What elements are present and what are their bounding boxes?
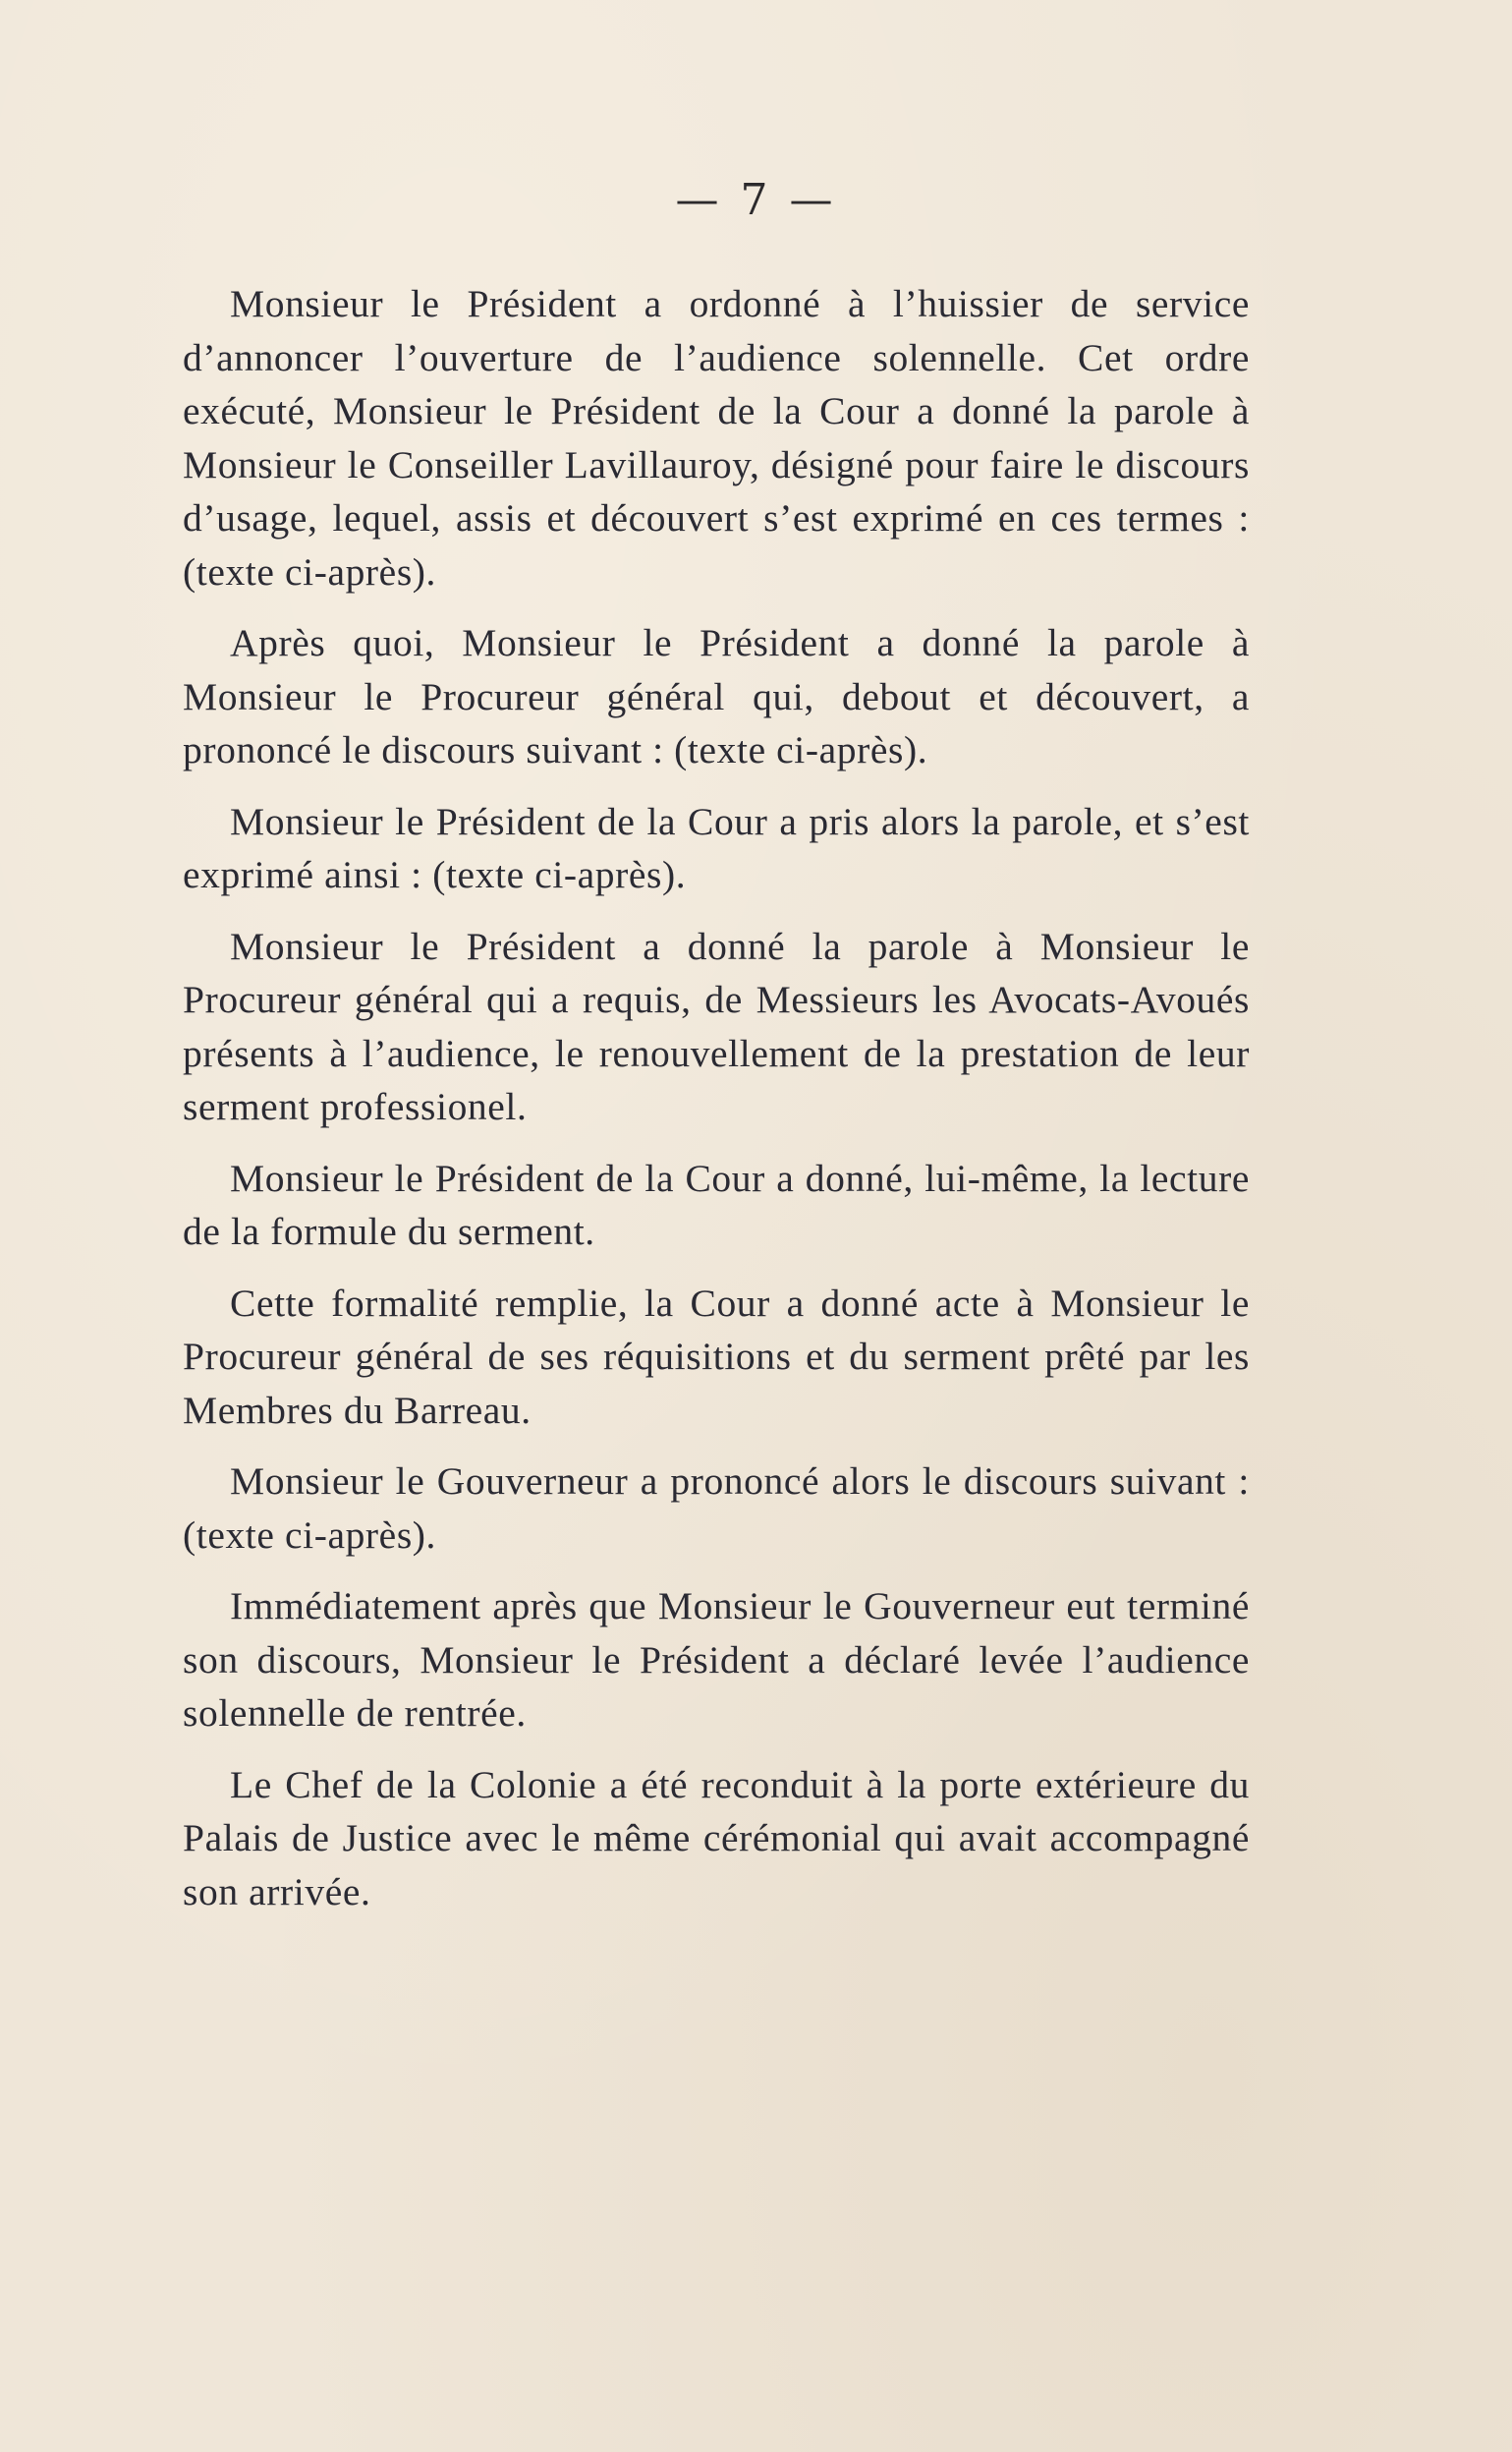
paragraph: Cette formalité remplie, la Cour a donné acte à Monsieur le Procureur général de ses réquisitions et du serment prêté par les Membres du Barreau.	[183, 1281, 1250, 1432]
paragraph: Immédiatement après que Monsieur le Gouverneur eut terminé son discours, Monsieur le Président a déclaré levée l’audience solennelle de rentrée.	[183, 1584, 1250, 1735]
paragraph: Monsieur le Président de la Cour a donné, lui-même, la lecture de la formule du serment.	[183, 1156, 1250, 1253]
paragraph: Monsieur le Président a ordonné à l’huissier de service d’annoncer l’ouverture de l’audience solennelle. Cet ordre exécuté, Monsieur le Président de la Cour a donné la parole à Monsieur le Conseiller Lavillauroy, désigné pour faire le discours d’usage, lequel, assis et découvert s’est exprimé en ces termes : (texte ci-après).	[183, 282, 1250, 594]
paragraph: Monsieur le Président a donné la parole à Monsieur le Procureur général qui a requis, de Messieurs les Avocats-Avoués présents à l’audience, le renouvellement de la prestation de leur serment professionel.	[183, 924, 1250, 1128]
page-number: — 7 —	[675, 175, 837, 225]
paragraph: Monsieur le Président de la Cour a pris alors la parole, et s’est exprimé ainsi : (texte ci-après).	[183, 799, 1250, 896]
paragraph: Après quoi, Monsieur le Président a donné la parole à Monsieur le Procureur général qui, debout et découvert, a prononcé le discours suivant : (texte ci-après).	[183, 621, 1250, 771]
paragraph: Le Chef de la Colonie a été reconduit à la porte extérieure du Palais de Justice avec le même cérémonial qui avait accompagné son arrivée.	[183, 1762, 1250, 1913]
paragraph: Monsieur le Gouverneur a prononcé alors le discours suivant : (texte ci-après).	[183, 1459, 1250, 1557]
body-text	[183, 277, 1250, 1936]
